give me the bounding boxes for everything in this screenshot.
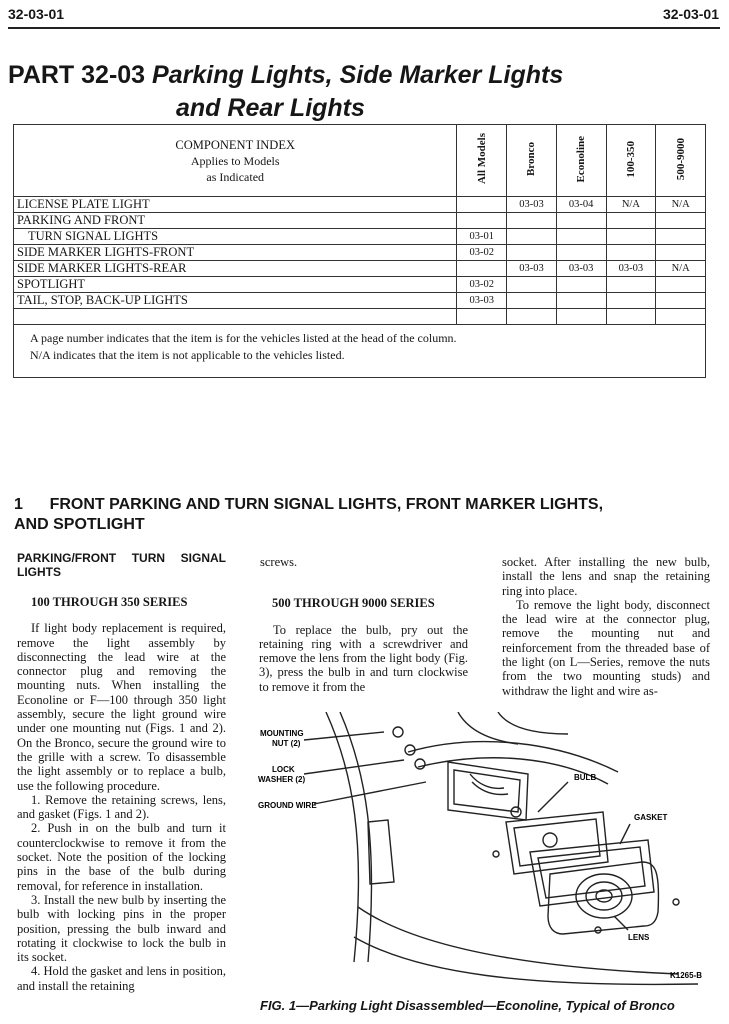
parking-light-figure	[258, 712, 718, 990]
subsection-heading: PARKING/FRONT TURN SIGNAL LIGHTS	[17, 551, 226, 579]
series-heading: 100 THROUGH 350 SERIES	[31, 595, 188, 609]
index-note-2: N/A indicates that the item is not applicable to the vehicles listed.	[30, 348, 345, 362]
page-title	[8, 60, 563, 90]
page-number-right: 32-03-01	[662, 6, 719, 22]
continued-text: screws.	[260, 555, 298, 569]
page-title-line2: and Rear Lights	[176, 94, 365, 122]
text-column-2	[259, 555, 468, 694]
table-row: TURN SIGNAL LIGHTS 03-01	[14, 229, 706, 245]
index-notes	[13, 322, 706, 378]
table-row: LICENSE PLATE LIGHT 03-03 03-04 N/A N/A	[14, 197, 706, 213]
label-mounting-nut-qty: NUT (2)	[272, 739, 301, 748]
label-lens: LENS	[628, 933, 650, 942]
section-heading: 1 FRONT PARKING AND TURN SIGNAL LIGHTS, FRONT MARKER LIGHTS,	[14, 496, 604, 513]
page-number-left: 32-03-01	[8, 6, 65, 22]
column-header-100-350: 100-350	[606, 125, 656, 197]
label-lock-washer: LOCK	[272, 765, 295, 774]
label-gasket: GASKET	[634, 813, 668, 822]
label-mounting-nut: MOUNTING	[260, 729, 304, 738]
table-row: PARKING AND FRONT	[14, 213, 706, 229]
paragraph: To remove the light body, disconnect the lead wire at the connector plug, remove the mounting nut and reinforcement from the threaded base of the light (on L—Series, remove the nuts from the two mounting studs) and withdraw the light and wire as-	[502, 597, 710, 698]
table-row: TAIL, STOP, BACK-UP LIGHTS 03-03	[14, 293, 706, 309]
label-lock-washer-qty: WASHER (2)	[258, 775, 306, 784]
title-line1: Parking Lights, Side Marker Lights	[152, 61, 564, 89]
label-bulb: BULB	[574, 773, 597, 782]
component-index-heading: COMPONENT INDEX Applies to Models as Indicated	[14, 125, 457, 197]
table-row: SIDE MARKER LIGHTS-REAR 03-03 03-03 03-03 N/A	[14, 261, 706, 277]
step-3: 3. Install the new bulb by inserting the bulb with locking pins in the proper position, pressing the bulb inward and rotating it clockwise to lock the bulb in its socket.	[17, 892, 226, 965]
column-header-all-models: All Models	[457, 125, 507, 197]
step-4: 4. Hold the gasket and lens in position, and install the retaining	[17, 964, 226, 993]
text-column-1	[17, 551, 226, 993]
step-2: 2. Push in on the bulb and turn it counterclockwise to remove it from the socket. Note the position of the locking pins in the base of the bulb during removal, for reference in installation.	[17, 821, 226, 893]
table-row: SIDE MARKER LIGHTS-FRONT 03-02	[14, 245, 706, 261]
figure-code: K1265-B	[670, 971, 703, 980]
title-prefix: PART 32-03	[8, 61, 146, 89]
label-ground-wire: GROUND WIRE	[258, 801, 317, 810]
table-row: SPOTLIGHT 03-02	[14, 277, 706, 293]
paragraph: If light body replacement is required, remove the light assembly by disconnecting the lead wire at the connector plug and removing the mounting nuts. When installing the Econoline or F—100 through 350 light assembly, secure the light ground wire under one mounting nut (Figs. 1 and 2). On the Bronco, secure the ground wire to the grille with a screw. To disassemble the light assembly or to replace a bulb, use the following procedure.	[17, 621, 226, 793]
paragraph: To replace the bulb, pry out the retaining ring with a screwdriver and remove the lens from the light body (Fig. 3), press the bulb in and turn clockwise to remove it from the	[259, 622, 468, 694]
series-heading: 500 THROUGH 9000 SERIES	[272, 596, 435, 611]
header-rule	[8, 27, 720, 29]
index-note-1: A page number indicates that the item is for the vehicles listed at the head of the column.	[30, 331, 457, 345]
column-header-econoline: Econoline	[556, 125, 606, 197]
figure-caption: FIG. 1—Parking Light Disassembled—Econoline, Typical of Bronco	[260, 998, 675, 1013]
column-header-bronco: Bronco	[507, 125, 557, 197]
text-column-3	[502, 555, 710, 698]
column-header-500-9000: 500-9000	[656, 125, 706, 197]
section-heading-line2: AND SPOTLIGHT	[14, 516, 145, 533]
component-index-table	[13, 124, 706, 325]
step-1: 1. Remove the retaining screws, lens, and gasket (Figs. 1 and 2).	[17, 792, 226, 822]
paragraph: socket. After installing the new bulb, install the lens and snap the retaining ring into place.	[502, 555, 710, 598]
